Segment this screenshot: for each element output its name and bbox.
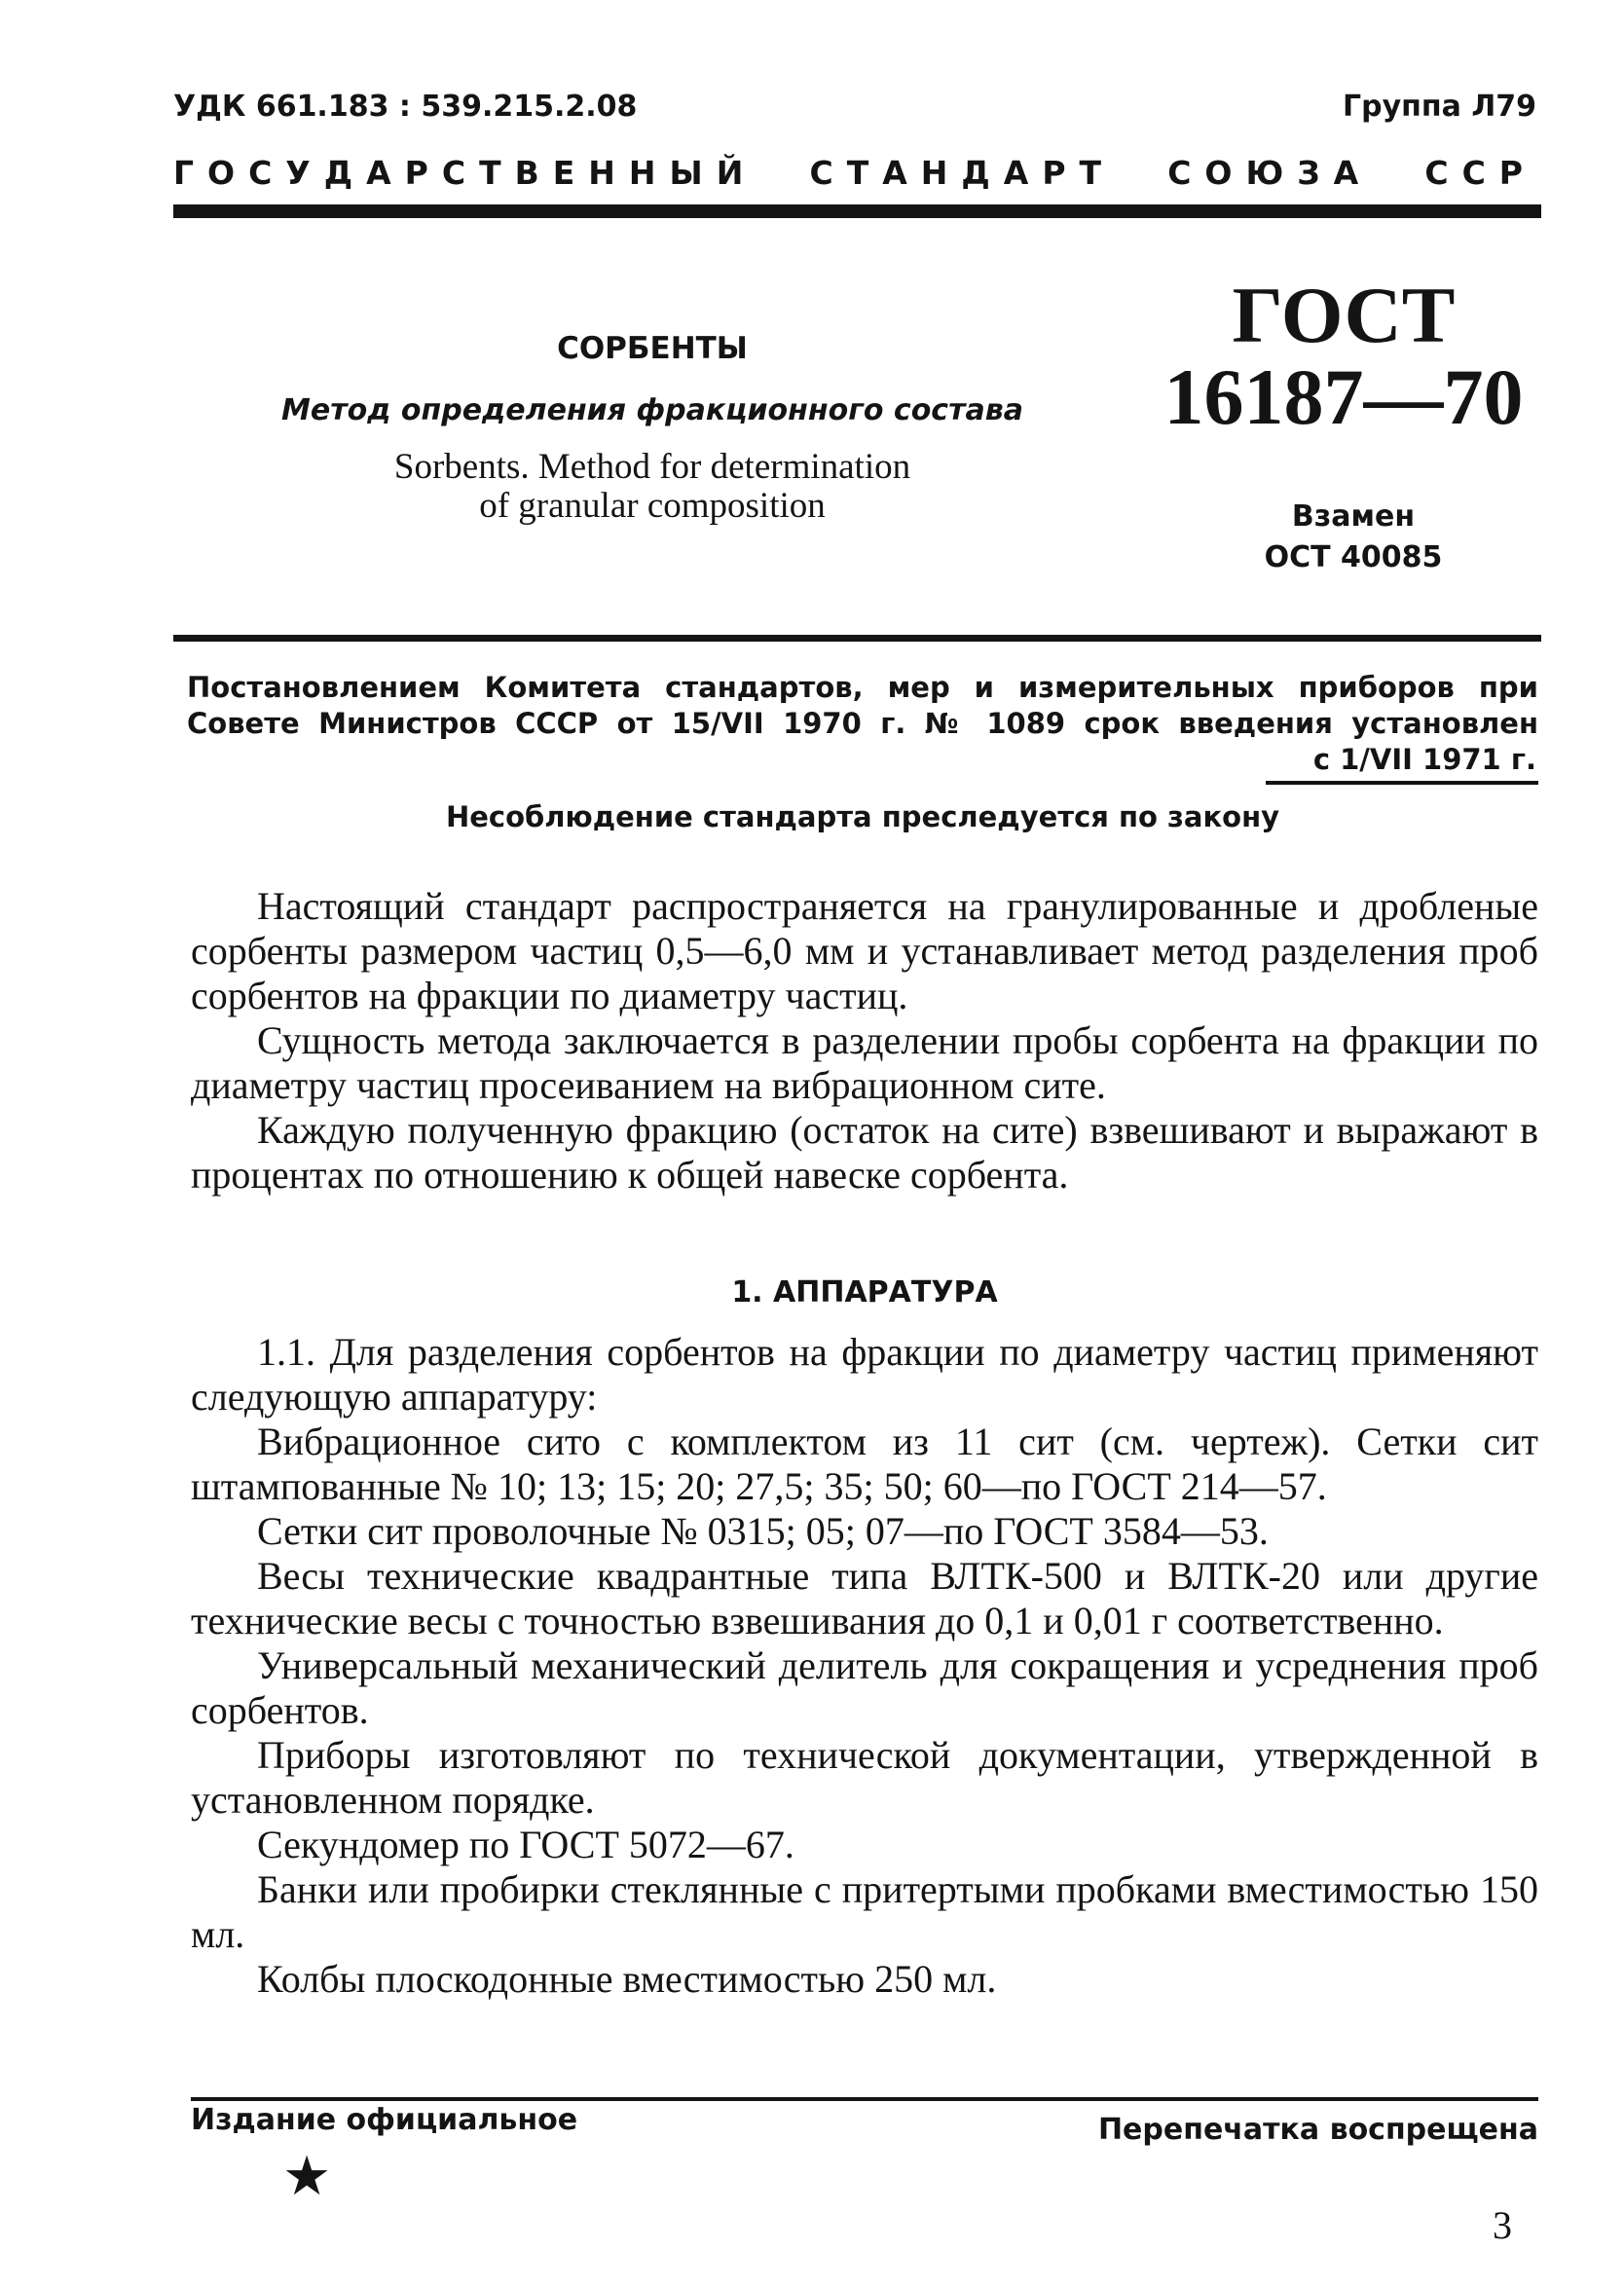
document-subtitle: Метод определения фракционного состава (281, 393, 1023, 427)
paragraph: Весы технические квадрантные типа ВЛТК-500 и ВЛТК-20 или другие технические весы с точностью взвешивания до 0,1 и 0,01 г соответственно. (191, 1554, 1538, 1642)
official-edition-label: Издание официальное (191, 2103, 578, 2137)
paragraph: Секундомер по ГОСТ 5072—67. (257, 1823, 794, 1866)
paragraph: 1.1. Для разделения сорбентов на фракции по диаметру частиц применяют следующую аппаратуру: (191, 1330, 1538, 1419)
paragraph: Сетки сит проволочные № 0315; 05; 07—по ГОСТ 3584—53. (257, 1509, 1269, 1553)
replaces-label: Взамен (1291, 499, 1416, 534)
paragraph: Вибрационное сито с комплектом из 11 сит (см. чертеж). Сетки сит штампованные № 10; 13; 15; 20; 27,5; 35; 50; 60—по ГОСТ 214—57. (191, 1420, 1538, 1508)
english-title (273, 448, 1032, 526)
paragraph: Универсальный механический делитель для сокращения и усреднения проб сорбентов. (191, 1643, 1538, 1732)
header-divider (173, 204, 1541, 218)
decree-effective-date: с 1/VII 1971 г. (1312, 743, 1536, 776)
title-divider (173, 635, 1541, 642)
udk-code: УДК 661.183 : 539.215.2.08 (173, 90, 638, 124)
decree-text: Постановлением Комитета стандартов, мер и измерительных приборов при Совете Министров СССР от 15/VII 1970 г. № 1089 срок введения установлен (187, 671, 1538, 740)
apparatus-section (191, 1330, 1538, 2002)
english-title-line: Sorbents. Method for determination (393, 447, 911, 487)
gost-label: ГОСТ (1232, 271, 1456, 359)
english-title-line: of granular composition (479, 486, 826, 526)
banner-word: СОЮЗА (1167, 154, 1373, 192)
footer-divider (191, 2097, 1538, 2101)
section-heading: 1. АППАРАТУРА (731, 1275, 998, 1309)
paragraph: Каждую полученную фракцию (остаток на сите) взвешивают и выражают в процентах по отношению к общей навеске сорбента. (191, 1108, 1538, 1197)
group-code: Группа Л79 (1343, 90, 1536, 124)
paragraph: Приборы изготовляют по технической документации, утвержденной в установленном порядке. (191, 1733, 1538, 1822)
banner-word: СТАНДАРТ (809, 154, 1116, 192)
date-underline (1266, 781, 1538, 785)
gost-number: 16187—70 (1163, 352, 1524, 441)
banner-word: ГОСУДАРСТВЕННЫЙ (173, 154, 757, 192)
page-number: 3 (1493, 2203, 1512, 2247)
paragraph: Банки или пробирки стеклянные с притертыми пробками вместимостью 150 мл. (191, 1867, 1538, 1956)
paragraph: Колбы плоскодонные вместимостью 250 мл. (257, 1957, 997, 2001)
star-icon: ★ (282, 2145, 332, 2208)
paragraph: Настоящий стандарт распространяется на гранулированные и дробленые сорбенты размером частиц 0,5—6,0 мм и устанавливает метод разделения проб сорбентов на фракции по диаметру частиц. (191, 884, 1538, 1017)
banner-word: ССР (1424, 154, 1536, 192)
legal-warning: Несоблюдение стандарта преследуется по закону (445, 800, 1280, 833)
state-standard-banner (173, 154, 1536, 192)
document-title: СОРБЕНТЫ (557, 331, 748, 366)
intro-section (191, 884, 1538, 1198)
reprint-prohibited-label: Перепечатка воспрещена (1097, 2113, 1538, 2147)
replaces-value: ОСТ 40085 (1264, 540, 1443, 574)
paragraph: Сущность метода заключается в разделении пробы сорбента на фракции по диаметру частиц просеиванием на вибрационном сите. (191, 1018, 1538, 1107)
replaces-block (1198, 497, 1509, 578)
